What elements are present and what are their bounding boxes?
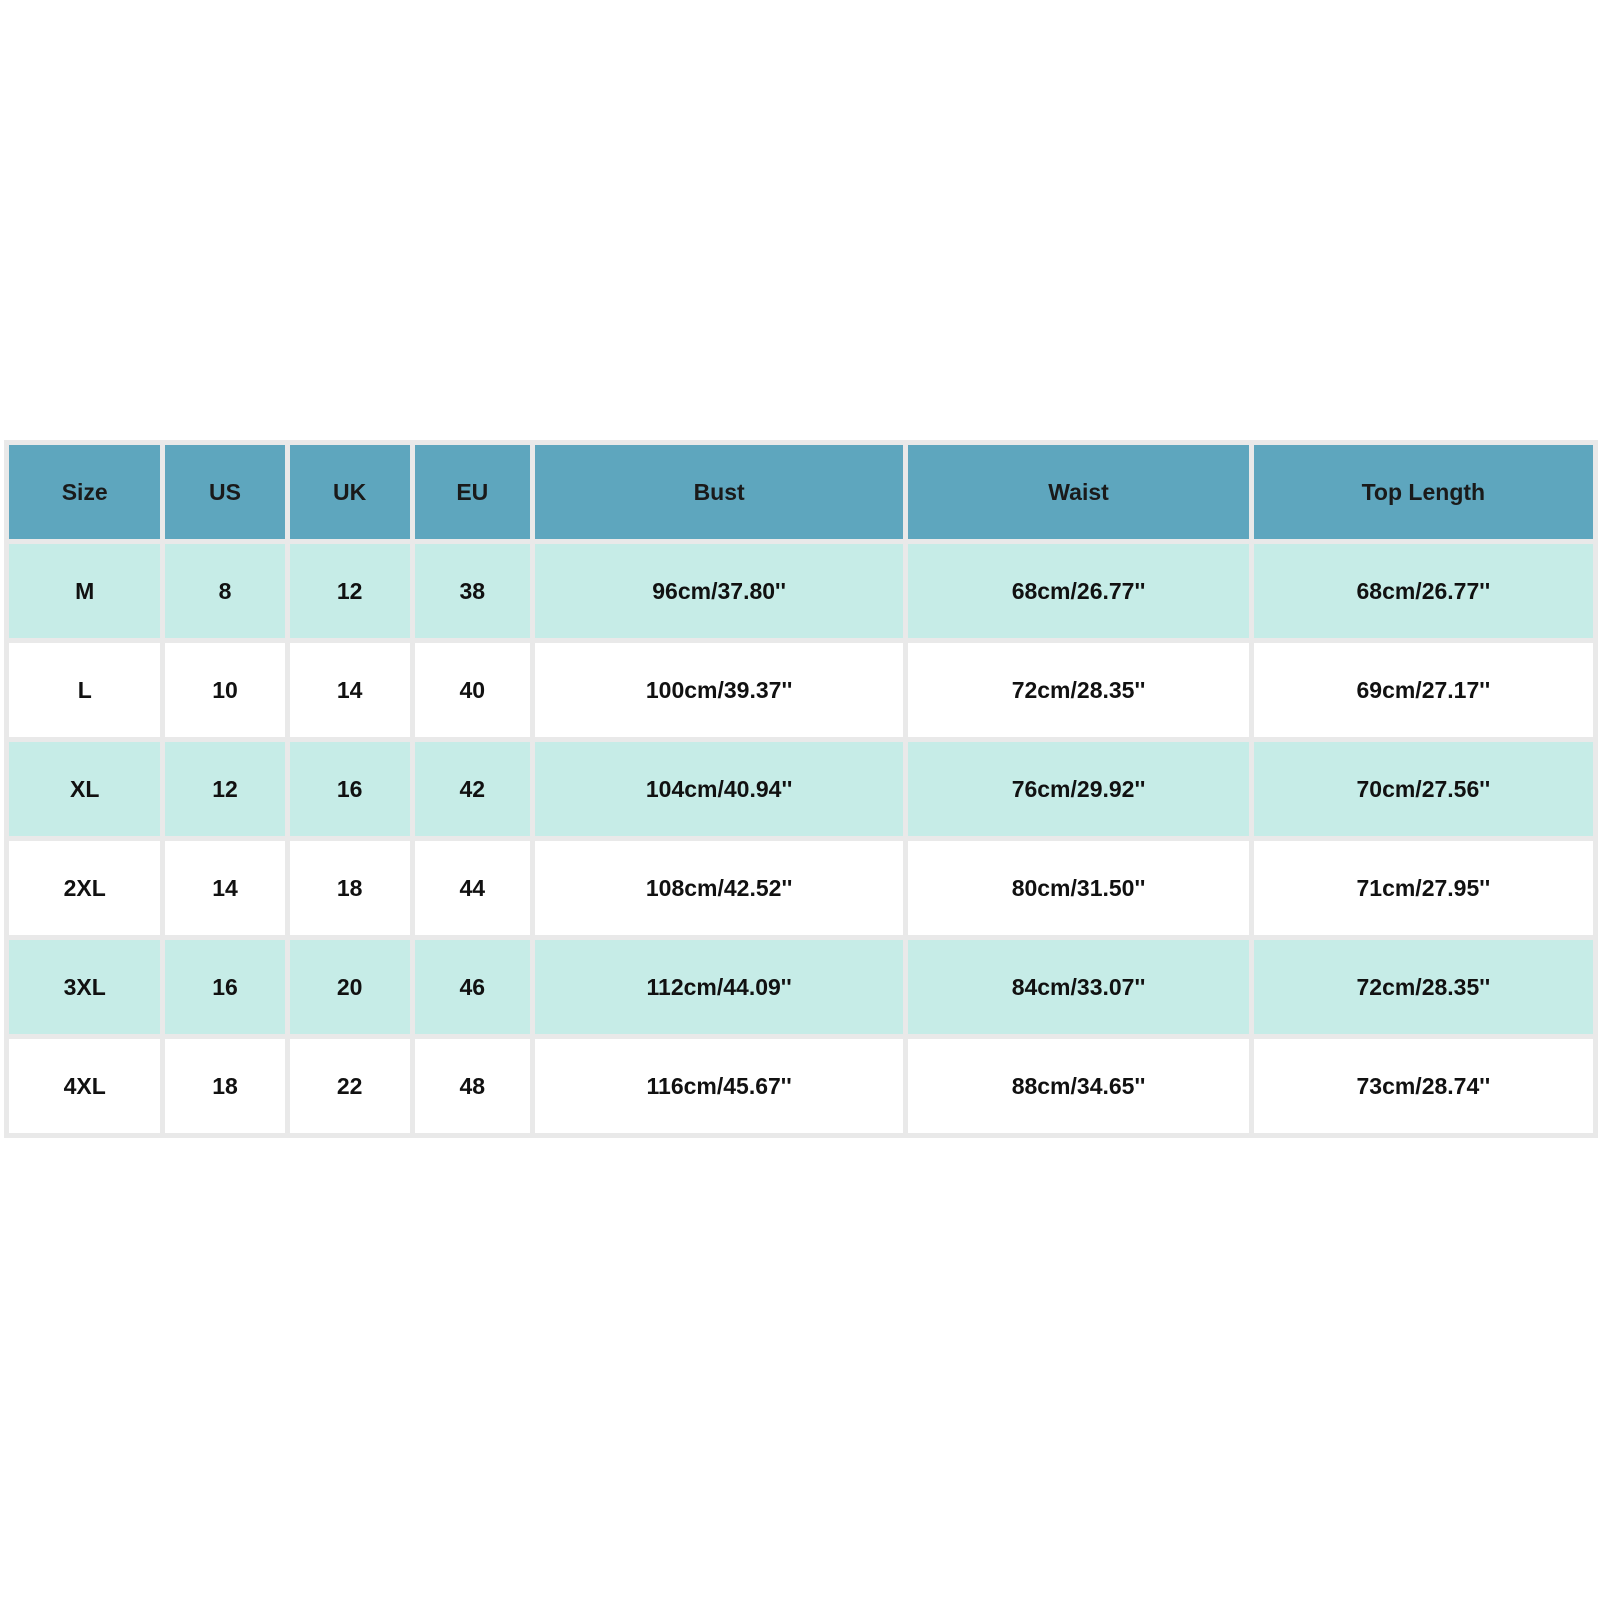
cell-size: L: [9, 643, 160, 737]
cell-us: 8: [165, 544, 284, 638]
table-row: [9, 742, 1593, 836]
cell-eu: 38: [415, 544, 530, 638]
size-chart-table: [4, 440, 1598, 1138]
cell-bust: 96cm/37.80'': [535, 544, 904, 638]
header-bust: Bust: [535, 445, 904, 539]
cell-uk: 20: [290, 940, 410, 1034]
cell-bust: 104cm/40.94'': [535, 742, 904, 836]
table-row: [9, 1039, 1593, 1133]
cell-waist: 68cm/26.77'': [908, 544, 1248, 638]
cell-waist: 84cm/33.07'': [908, 940, 1248, 1034]
cell-bust: 108cm/42.52'': [535, 841, 904, 935]
cell-uk: 22: [290, 1039, 410, 1133]
cell-us: 10: [165, 643, 284, 737]
table-row: [9, 841, 1593, 935]
cell-waist: 80cm/31.50'': [908, 841, 1248, 935]
cell-eu: 46: [415, 940, 530, 1034]
cell-size: 4XL: [9, 1039, 160, 1133]
cell-size: 3XL: [9, 940, 160, 1034]
cell-eu: 40: [415, 643, 530, 737]
header-us: US: [165, 445, 284, 539]
cell-bust: 112cm/44.09'': [535, 940, 904, 1034]
cell-us: 12: [165, 742, 284, 836]
cell-waist: 76cm/29.92'': [908, 742, 1248, 836]
cell-waist: 88cm/34.65'': [908, 1039, 1248, 1133]
cell-top-length: 72cm/28.35'': [1254, 940, 1593, 1034]
header-waist: Waist: [908, 445, 1248, 539]
cell-size: M: [9, 544, 160, 638]
table-row: [9, 940, 1593, 1034]
cell-top-length: 71cm/27.95'': [1254, 841, 1593, 935]
cell-top-length: 69cm/27.17'': [1254, 643, 1593, 737]
cell-top-length: 70cm/27.56'': [1254, 742, 1593, 836]
cell-uk: 14: [290, 643, 410, 737]
cell-uk: 16: [290, 742, 410, 836]
cell-us: 18: [165, 1039, 284, 1133]
header-uk: UK: [290, 445, 410, 539]
cell-top-length: 68cm/26.77'': [1254, 544, 1593, 638]
table-row: [9, 544, 1593, 638]
cell-bust: 116cm/45.67'': [535, 1039, 904, 1133]
cell-us: 16: [165, 940, 284, 1034]
cell-uk: 18: [290, 841, 410, 935]
cell-uk: 12: [290, 544, 410, 638]
table-row: [9, 643, 1593, 737]
cell-eu: 42: [415, 742, 530, 836]
header-top-length: Top Length: [1254, 445, 1593, 539]
cell-size: 2XL: [9, 841, 160, 935]
cell-bust: 100cm/39.37'': [535, 643, 904, 737]
header-eu: EU: [415, 445, 530, 539]
cell-eu: 44: [415, 841, 530, 935]
cell-eu: 48: [415, 1039, 530, 1133]
cell-waist: 72cm/28.35'': [908, 643, 1248, 737]
cell-size: XL: [9, 742, 160, 836]
cell-us: 14: [165, 841, 284, 935]
header-row: [9, 445, 1593, 539]
header-size: Size: [9, 445, 160, 539]
cell-top-length: 73cm/28.74'': [1254, 1039, 1593, 1133]
